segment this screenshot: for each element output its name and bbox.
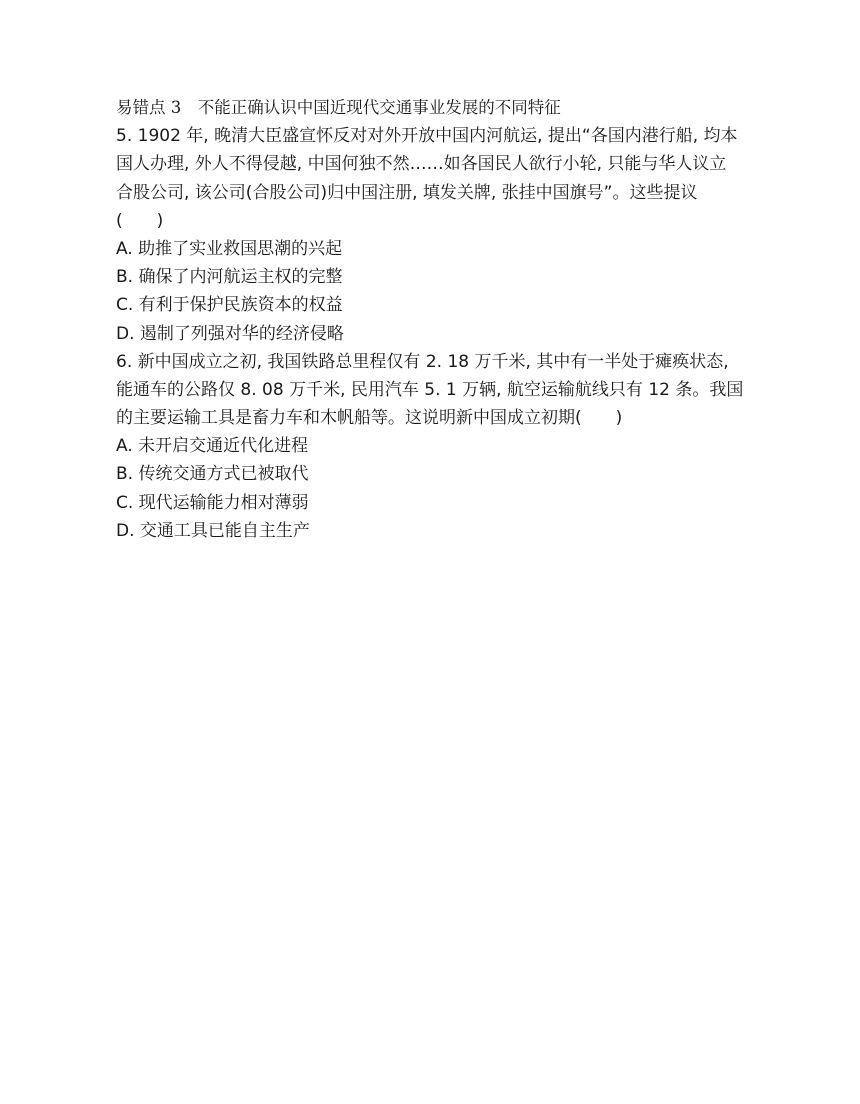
option-c: C. 现代运输能力相对薄弱 <box>116 492 309 513</box>
question-5 <box>116 122 750 348</box>
question-stem-line: 国人办理, 外人不得侵越, 中国何独不然……如各国民人欲行小轮, 只能与华人议立 <box>116 154 727 175</box>
question-stem-line: 能通车的公路仅 8. 08 万千米, 民用汽车 5. 1 万辆, 航空运输航线只有 12 条。我国 <box>116 379 744 400</box>
option-b: B. 传统交通方式已被取代 <box>116 464 309 485</box>
option-a: A. 未开启交通近代化进程 <box>116 436 309 457</box>
section-heading: 易错点 3 不能正确认识中国近现代交通事业发展的不同特征 <box>116 98 561 117</box>
question-stem-line: 的主要运输工具是畜力车和木帆船等。这说明新中国成立初期( ) <box>116 408 623 429</box>
question-stem-line: 合股公司, 该公司(合股公司)归中国注册, 填发关牌, 张挂中国旗号”。这些提议 <box>116 182 698 203</box>
option-b: B. 确保了内河航运主权的完整 <box>116 267 343 288</box>
question-stem-line: 5. 1902 年, 晚清大臣盛宣怀反对对外开放中国内河航运, 提出“各国内港行船, 均本 <box>116 126 738 147</box>
option-d: D. 遏制了列强对华的经济侵略 <box>116 323 344 344</box>
question-6 <box>116 348 750 545</box>
question-stem-line: 6. 新中国成立之初, 我国铁路总里程仅有 2. 18 万千米, 其中有一半处于瘫痪状态, <box>116 351 729 372</box>
option-c: C. 有利于保护民族资本的权益 <box>116 295 343 316</box>
worksheet-page <box>116 94 750 545</box>
answer-blank: ( ) <box>116 210 164 231</box>
option-d: D. 交通工具已能自主生产 <box>116 520 310 541</box>
option-a: A. 助推了实业救国思潮的兴起 <box>116 238 343 259</box>
